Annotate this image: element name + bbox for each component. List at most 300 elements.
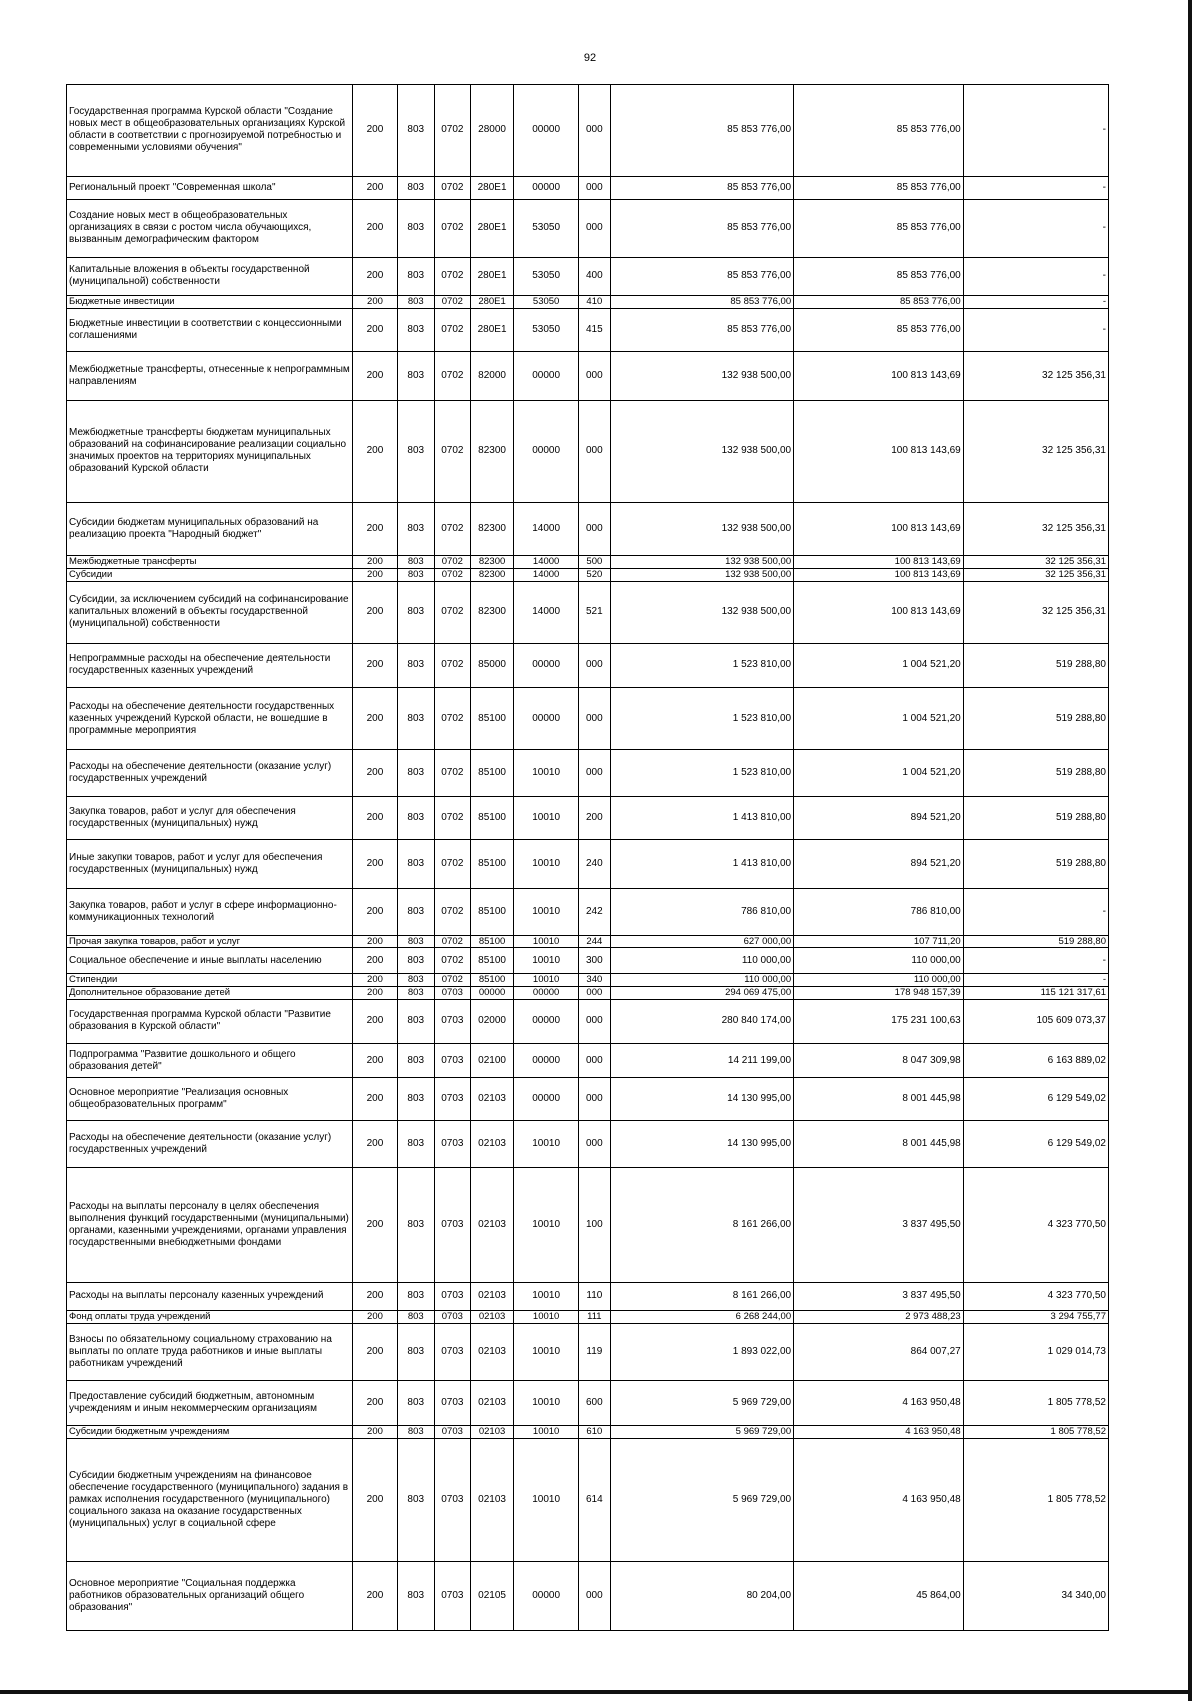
col-6: 000 <box>578 400 610 502</box>
amount-1: 1 413 810,00 <box>610 839 793 888</box>
amount-1: 5 969 729,00 <box>610 1425 793 1438</box>
col-4: 280E1 <box>470 176 513 199</box>
col-2: 803 <box>397 797 434 840</box>
table-row <box>67 948 1109 974</box>
table-row <box>67 1310 1109 1323</box>
row-name: Межбюджетные трансферты <box>67 556 353 569</box>
col-3: 0702 <box>434 400 470 502</box>
col-1: 200 <box>353 1078 398 1121</box>
amount-2: 85 853 776,00 <box>794 308 964 351</box>
col-6: 000 <box>578 986 610 999</box>
amount-3: 6 129 549,02 <box>963 1121 1108 1168</box>
col-1: 200 <box>353 568 398 581</box>
col-5: 00000 <box>514 986 579 999</box>
table-row <box>67 200 1109 258</box>
col-5: 00000 <box>514 176 579 199</box>
col-4: 02103 <box>470 1425 513 1438</box>
row-name: Государственная программа Курской области "Создание новых мест в общеобразовательных организациях Курской области в соответствии с прогнозируемой потребностью и современными условиями обучения" <box>67 85 353 177</box>
table-row <box>67 502 1109 555</box>
amount-2: 85 853 776,00 <box>794 176 964 199</box>
col-1: 200 <box>353 1167 398 1282</box>
col-1: 200 <box>353 1438 398 1562</box>
col-5: 10010 <box>514 1425 579 1438</box>
col-2: 803 <box>397 1283 434 1311</box>
col-4: 82300 <box>470 502 513 555</box>
col-3: 0703 <box>434 1283 470 1311</box>
col-3: 0702 <box>434 888 470 935</box>
table-row <box>67 643 1109 688</box>
col-3: 0702 <box>434 556 470 569</box>
amount-1: 1 523 810,00 <box>610 643 793 688</box>
col-1: 200 <box>353 85 398 177</box>
col-2: 803 <box>397 581 434 643</box>
table-row <box>67 974 1109 987</box>
table-row <box>67 1283 1109 1311</box>
table-row <box>67 351 1109 400</box>
amount-1: 132 938 500,00 <box>610 556 793 569</box>
col-5: 10010 <box>514 888 579 935</box>
col-3: 0703 <box>434 1562 470 1631</box>
col-3: 0703 <box>434 999 470 1044</box>
row-name: Фонд оплаты труда учреждений <box>67 1310 353 1323</box>
col-5: 10010 <box>514 1167 579 1282</box>
amount-2: 1 004 521,20 <box>794 688 964 750</box>
amount-3: - <box>963 85 1108 177</box>
table-row <box>67 1078 1109 1121</box>
col-4: 02000 <box>470 999 513 1044</box>
amount-1: 132 938 500,00 <box>610 581 793 643</box>
col-4: 85100 <box>470 974 513 987</box>
col-2: 803 <box>397 556 434 569</box>
amount-1: 8 161 266,00 <box>610 1167 793 1282</box>
amount-3: 3 294 755,77 <box>963 1310 1108 1323</box>
col-6: 200 <box>578 797 610 840</box>
col-1: 200 <box>353 1044 398 1078</box>
row-name: Подпрограмма "Развитие дошкольного и общего образования детей" <box>67 1044 353 1078</box>
row-name: Расходы на выплаты персоналу в целях обеспечения выполнения функций государственными (муниципальными) органами, казенными учреждениями, органами управления государственными внебюджетными фондами <box>67 1167 353 1282</box>
col-5: 10010 <box>514 1438 579 1562</box>
col-3: 0702 <box>434 257 470 295</box>
col-3: 0703 <box>434 1381 470 1426</box>
amount-2: 178 948 157,39 <box>794 986 964 999</box>
amount-2: 100 813 143,69 <box>794 568 964 581</box>
col-2: 803 <box>397 308 434 351</box>
col-2: 803 <box>397 935 434 948</box>
amount-2: 85 853 776,00 <box>794 257 964 295</box>
amount-3: 1 805 778,52 <box>963 1438 1108 1562</box>
amount-2: 1 004 521,20 <box>794 750 964 797</box>
col-6: 244 <box>578 935 610 948</box>
col-6: 000 <box>578 1044 610 1078</box>
col-2: 803 <box>397 888 434 935</box>
row-name: Бюджетные инвестиции <box>67 296 353 309</box>
col-1: 200 <box>353 839 398 888</box>
amount-1: 1 523 810,00 <box>610 750 793 797</box>
budget-table <box>66 84 1109 1631</box>
table-row <box>67 556 1109 569</box>
col-2: 803 <box>397 1562 434 1631</box>
amount-1: 14 130 995,00 <box>610 1078 793 1121</box>
amount-3: 32 125 356,31 <box>963 351 1108 400</box>
col-4: 02103 <box>470 1381 513 1426</box>
amount-3: - <box>963 296 1108 309</box>
col-4: 82300 <box>470 400 513 502</box>
table-row <box>67 688 1109 750</box>
col-5: 10010 <box>514 1323 579 1381</box>
col-4: 85100 <box>470 750 513 797</box>
col-1: 200 <box>353 308 398 351</box>
amount-2: 786 810,00 <box>794 888 964 935</box>
col-4: 82300 <box>470 556 513 569</box>
col-2: 803 <box>397 568 434 581</box>
amount-2: 110 000,00 <box>794 974 964 987</box>
col-2: 803 <box>397 974 434 987</box>
col-3: 0703 <box>434 1438 470 1562</box>
col-2: 803 <box>397 643 434 688</box>
col-6: 000 <box>578 200 610 258</box>
col-3: 0702 <box>434 176 470 199</box>
col-1: 200 <box>353 797 398 840</box>
col-3: 0703 <box>434 1323 470 1381</box>
row-name: Социальное обеспечение и иные выплаты населению <box>67 948 353 974</box>
col-6: 600 <box>578 1381 610 1426</box>
row-name: Прочая закупка товаров, работ и услуг <box>67 935 353 948</box>
col-2: 803 <box>397 200 434 258</box>
col-1: 200 <box>353 688 398 750</box>
col-3: 0702 <box>434 797 470 840</box>
amount-3: 32 125 356,31 <box>963 556 1108 569</box>
col-3: 0702 <box>434 200 470 258</box>
amount-3: 32 125 356,31 <box>963 581 1108 643</box>
table-row <box>67 1438 1109 1562</box>
amount-1: 85 853 776,00 <box>610 257 793 295</box>
col-4: 02103 <box>470 1167 513 1282</box>
amount-2: 100 813 143,69 <box>794 581 964 643</box>
row-name: Межбюджетные трансферты бюджетам муниципальных образований на софинансирование реализации социально значимых проектов на территориях муниципальных образований Курской области <box>67 400 353 502</box>
col-6: 100 <box>578 1167 610 1282</box>
col-3: 0702 <box>434 643 470 688</box>
row-name: Дополнительное образование детей <box>67 986 353 999</box>
col-4: 85100 <box>470 839 513 888</box>
col-2: 803 <box>397 257 434 295</box>
col-6: 119 <box>578 1323 610 1381</box>
col-2: 803 <box>397 1381 434 1426</box>
table-row <box>67 308 1109 351</box>
col-5: 10010 <box>514 750 579 797</box>
col-4: 02103 <box>470 1323 513 1381</box>
amount-2: 100 813 143,69 <box>794 351 964 400</box>
col-3: 0703 <box>434 1121 470 1168</box>
col-5: 00000 <box>514 688 579 750</box>
col-5: 53050 <box>514 200 579 258</box>
amount-3: - <box>963 200 1108 258</box>
table-row <box>67 400 1109 502</box>
col-1: 200 <box>353 1121 398 1168</box>
col-1: 200 <box>353 1283 398 1311</box>
table-row <box>67 1323 1109 1381</box>
amount-1: 1 523 810,00 <box>610 688 793 750</box>
col-2: 803 <box>397 1044 434 1078</box>
amount-1: 627 000,00 <box>610 935 793 948</box>
col-4: 280E1 <box>470 200 513 258</box>
amount-2: 894 521,20 <box>794 797 964 840</box>
col-3: 0702 <box>434 948 470 974</box>
budget-table-container <box>66 84 1109 1631</box>
col-6: 614 <box>578 1438 610 1562</box>
col-5: 14000 <box>514 556 579 569</box>
col-6: 000 <box>578 750 610 797</box>
amount-3: 6 163 889,02 <box>963 1044 1108 1078</box>
amount-2: 3 837 495,50 <box>794 1283 964 1311</box>
amount-3: 519 288,80 <box>963 839 1108 888</box>
col-6: 110 <box>578 1283 610 1311</box>
col-1: 200 <box>353 1323 398 1381</box>
col-3: 0703 <box>434 1310 470 1323</box>
col-1: 200 <box>353 1381 398 1426</box>
col-5: 14000 <box>514 581 579 643</box>
row-name: Бюджетные инвестиции в соответствии с концессионными соглашениями <box>67 308 353 351</box>
col-6: 242 <box>578 888 610 935</box>
col-5: 53050 <box>514 308 579 351</box>
col-5: 10010 <box>514 797 579 840</box>
col-6: 000 <box>578 1562 610 1631</box>
row-name: Создание новых мест в общеобразовательных организациях в связи с ростом числа обучающихся, вызванным демографическим фактором <box>67 200 353 258</box>
amount-1: 80 204,00 <box>610 1562 793 1631</box>
table-row <box>67 839 1109 888</box>
col-6: 415 <box>578 308 610 351</box>
amount-2: 107 711,20 <box>794 935 964 948</box>
table-row <box>67 296 1109 309</box>
amount-1: 1 893 022,00 <box>610 1323 793 1381</box>
col-1: 200 <box>353 888 398 935</box>
col-5: 00000 <box>514 999 579 1044</box>
row-name: Субсидии <box>67 568 353 581</box>
col-2: 803 <box>397 688 434 750</box>
amount-2: 8 001 445,98 <box>794 1078 964 1121</box>
table-row <box>67 85 1109 177</box>
amount-1: 1 413 810,00 <box>610 797 793 840</box>
col-1: 200 <box>353 1562 398 1631</box>
table-row <box>67 999 1109 1044</box>
amount-1: 85 853 776,00 <box>610 308 793 351</box>
col-3: 0702 <box>434 568 470 581</box>
col-5: 00000 <box>514 1078 579 1121</box>
amount-2: 110 000,00 <box>794 948 964 974</box>
col-3: 0703 <box>434 1167 470 1282</box>
amount-3: - <box>963 974 1108 987</box>
amount-3: 4 323 770,50 <box>963 1283 1108 1311</box>
col-5: 53050 <box>514 257 579 295</box>
col-2: 803 <box>397 999 434 1044</box>
amount-3: 34 340,00 <box>963 1562 1108 1631</box>
row-name: Основное мероприятие "Реализация основных общеобразовательных программ" <box>67 1078 353 1121</box>
col-6: 000 <box>578 643 610 688</box>
col-4: 85000 <box>470 643 513 688</box>
amount-1: 280 840 174,00 <box>610 999 793 1044</box>
col-2: 803 <box>397 1121 434 1168</box>
col-1: 200 <box>353 974 398 987</box>
amount-1: 14 130 995,00 <box>610 1121 793 1168</box>
col-2: 803 <box>397 839 434 888</box>
amount-1: 85 853 776,00 <box>610 85 793 177</box>
amount-2: 1 004 521,20 <box>794 643 964 688</box>
amount-3: 32 125 356,31 <box>963 400 1108 502</box>
col-6: 610 <box>578 1425 610 1438</box>
col-1: 200 <box>353 1425 398 1438</box>
row-name: Взносы по обязательному социальному страхованию на выплаты по оплате труда работников и иные выплаты работникам учреждений <box>67 1323 353 1381</box>
page-number: 92 <box>583 52 597 64</box>
amount-3: 4 323 770,50 <box>963 1167 1108 1282</box>
col-3: 0703 <box>434 1425 470 1438</box>
amount-2: 85 853 776,00 <box>794 200 964 258</box>
table-row <box>67 176 1109 199</box>
col-4: 02103 <box>470 1310 513 1323</box>
amount-2: 45 864,00 <box>794 1562 964 1631</box>
amount-1: 5 969 729,00 <box>610 1381 793 1426</box>
col-1: 200 <box>353 351 398 400</box>
amount-2: 4 163 950,48 <box>794 1438 964 1562</box>
col-2: 803 <box>397 85 434 177</box>
table-row <box>67 1562 1109 1631</box>
col-5: 10010 <box>514 948 579 974</box>
col-1: 200 <box>353 986 398 999</box>
col-6: 000 <box>578 688 610 750</box>
col-4: 85100 <box>470 888 513 935</box>
amount-3: - <box>963 888 1108 935</box>
col-5: 10010 <box>514 839 579 888</box>
col-1: 200 <box>353 400 398 502</box>
col-3: 0702 <box>434 581 470 643</box>
col-2: 803 <box>397 1310 434 1323</box>
amount-2: 894 521,20 <box>794 839 964 888</box>
row-name: Предоставление субсидий бюджетным, автономным учреждениям и иным некоммерческим организациям <box>67 1381 353 1426</box>
table-row <box>67 568 1109 581</box>
col-2: 803 <box>397 948 434 974</box>
amount-3: 1 805 778,52 <box>963 1381 1108 1426</box>
amount-3: 1 029 014,73 <box>963 1323 1108 1381</box>
budget-table-body <box>67 85 1109 1631</box>
col-6: 300 <box>578 948 610 974</box>
amount-3: - <box>963 176 1108 199</box>
amount-2: 4 163 950,48 <box>794 1425 964 1438</box>
amount-2: 85 853 776,00 <box>794 85 964 177</box>
amount-1: 85 853 776,00 <box>610 296 793 309</box>
col-1: 200 <box>353 948 398 974</box>
row-name: Непрограммные расходы на обеспечение деятельности государственных казенных учреждений <box>67 643 353 688</box>
amount-2: 4 163 950,48 <box>794 1381 964 1426</box>
col-5: 10010 <box>514 1381 579 1426</box>
col-3: 0702 <box>434 750 470 797</box>
table-row <box>67 1121 1109 1168</box>
col-5: 00000 <box>514 1562 579 1631</box>
amount-3: 32 125 356,31 <box>963 568 1108 581</box>
table-row <box>67 1381 1109 1426</box>
col-3: 0703 <box>434 1078 470 1121</box>
amount-1: 294 069 475,00 <box>610 986 793 999</box>
amount-3: 519 288,80 <box>963 797 1108 840</box>
col-6: 340 <box>578 974 610 987</box>
col-4: 02103 <box>470 1121 513 1168</box>
col-6: 111 <box>578 1310 610 1323</box>
amount-1: 132 938 500,00 <box>610 502 793 555</box>
amount-2: 100 813 143,69 <box>794 502 964 555</box>
col-4: 280E1 <box>470 296 513 309</box>
table-row <box>67 797 1109 840</box>
col-2: 803 <box>397 502 434 555</box>
amount-3: 519 288,80 <box>963 643 1108 688</box>
col-6: 000 <box>578 85 610 177</box>
col-6: 400 <box>578 257 610 295</box>
col-6: 000 <box>578 351 610 400</box>
col-1: 200 <box>353 502 398 555</box>
col-5: 00000 <box>514 1044 579 1078</box>
col-2: 803 <box>397 986 434 999</box>
amount-2: 864 007,27 <box>794 1323 964 1381</box>
col-2: 803 <box>397 351 434 400</box>
amount-1: 132 938 500,00 <box>610 351 793 400</box>
col-2: 803 <box>397 1167 434 1282</box>
col-3: 0703 <box>434 1044 470 1078</box>
col-6: 000 <box>578 1121 610 1168</box>
amount-3: 6 129 549,02 <box>963 1078 1108 1121</box>
col-4: 02100 <box>470 1044 513 1078</box>
row-name: Расходы на обеспечение деятельности (оказание услуг) государственных учреждений <box>67 1121 353 1168</box>
row-name: Закупка товаров, работ и услуг в сфере информационно-коммуникационных технологий <box>67 888 353 935</box>
amount-3: 32 125 356,31 <box>963 502 1108 555</box>
amount-3: - <box>963 308 1108 351</box>
col-5: 10010 <box>514 974 579 987</box>
col-5: 00000 <box>514 400 579 502</box>
amount-1: 8 161 266,00 <box>610 1283 793 1311</box>
amount-3: - <box>963 948 1108 974</box>
col-1: 200 <box>353 296 398 309</box>
col-5: 00000 <box>514 85 579 177</box>
col-2: 803 <box>397 750 434 797</box>
col-1: 200 <box>353 1310 398 1323</box>
amount-2: 175 231 100,63 <box>794 999 964 1044</box>
scan-edge-bottom <box>0 1690 1192 1694</box>
col-5: 10010 <box>514 935 579 948</box>
col-5: 00000 <box>514 351 579 400</box>
col-1: 200 <box>353 750 398 797</box>
amount-2: 3 837 495,50 <box>794 1167 964 1282</box>
col-4: 28000 <box>470 85 513 177</box>
row-name: Государственная программа Курской области "Развитие образования в Курской области" <box>67 999 353 1044</box>
col-2: 803 <box>397 1438 434 1562</box>
col-4: 280E1 <box>470 257 513 295</box>
amount-2: 8 047 309,98 <box>794 1044 964 1078</box>
row-name: Основное мероприятие "Социальная поддержка работников образовательных организаций общего образования" <box>67 1562 353 1631</box>
row-name: Субсидии бюджетным учреждениям <box>67 1425 353 1438</box>
table-row <box>67 935 1109 948</box>
table-row <box>67 581 1109 643</box>
amount-2: 85 853 776,00 <box>794 296 964 309</box>
amount-1: 85 853 776,00 <box>610 176 793 199</box>
amount-1: 110 000,00 <box>610 948 793 974</box>
col-4: 02103 <box>470 1283 513 1311</box>
amount-1: 132 938 500,00 <box>610 568 793 581</box>
col-4: 85100 <box>470 797 513 840</box>
col-5: 53050 <box>514 296 579 309</box>
col-1: 200 <box>353 999 398 1044</box>
col-6: 000 <box>578 999 610 1044</box>
amount-3: 115 121 317,61 <box>963 986 1108 999</box>
col-3: 0702 <box>434 839 470 888</box>
row-name: Межбюджетные трансферты, отнесенные к непрограммным направлениям <box>67 351 353 400</box>
col-4: 82300 <box>470 581 513 643</box>
col-6: 521 <box>578 581 610 643</box>
col-4: 82300 <box>470 568 513 581</box>
